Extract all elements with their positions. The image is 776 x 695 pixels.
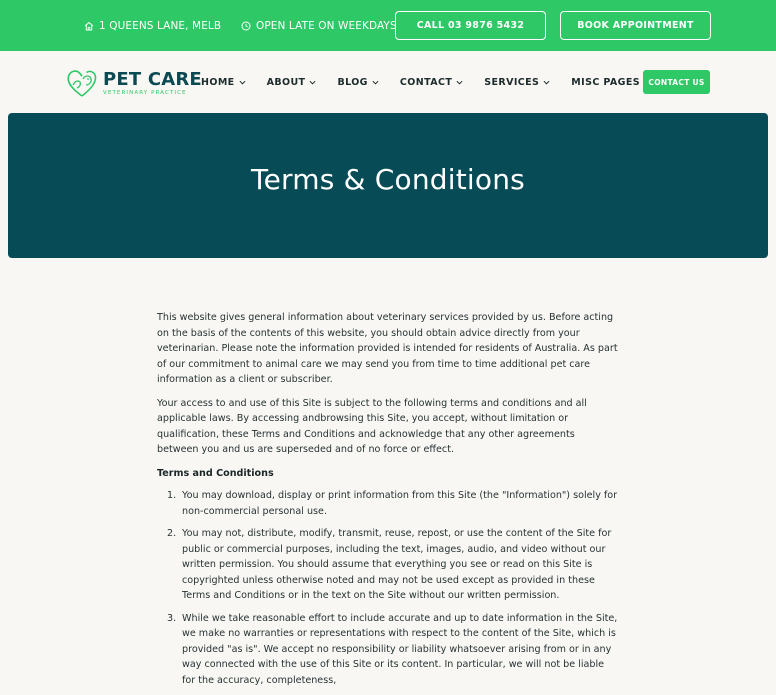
- nav-item-blog[interactable]: [337, 77, 378, 88]
- nav-item-about[interactable]: [267, 77, 317, 88]
- list-item-number: 2.: [167, 528, 177, 539]
- hours-info: [241, 0, 397, 51]
- nav-item-label: CONTACT: [399, 76, 453, 88]
- chevron-down-icon: [543, 79, 550, 86]
- list-item: [157, 488, 619, 519]
- terms-heading: Terms and Conditions: [157, 467, 274, 479]
- list-item-text: You may download, display or print information from this Site (the "Information") solely for non-commercial personal use.: [182, 490, 618, 517]
- top-bar: [0, 0, 776, 51]
- book-appointment-button[interactable]: BOOK APPOINTMENT: [560, 11, 711, 40]
- main-nav: [0, 51, 776, 113]
- home-icon: [84, 21, 94, 31]
- list-item-text: While we take reasonable effort to include accurate and up to date information in the Site, we make no warranties or representations with respect to the content of the Site, which is provided "as is". We accept no responsibility or liability whatsoever arising from or in any way connected with the use of this Site or its content. In particular, we will not be liable for the accuracy, completeness,: [182, 612, 618, 686]
- access-paragraph: Your access to and use of this Site is subject to the following terms and conditions and all applicable laws. By accessing andbrowsing this Site, you accept, without limitation or qualification, these Terms and Conditions and acknowledge that any other agreements between you and us are superseded and of no force or effect.: [157, 397, 587, 455]
- call-button[interactable]: CALL 03 9876 5432: [395, 11, 546, 40]
- chevron-down-icon: [456, 79, 463, 86]
- page-title: Terms & Conditions: [251, 163, 525, 196]
- nav-item-label: MISC PAGES: [571, 76, 640, 88]
- list-item: [157, 526, 619, 604]
- hero-banner: [8, 113, 768, 258]
- address-text: 1 QUEENS LANE, MELB: [99, 19, 222, 32]
- chevron-down-icon: [239, 79, 246, 86]
- nav-item-misc-pages[interactable]: [571, 77, 651, 88]
- hours-text: OPEN LATE ON WEEKDAYS: [256, 19, 397, 32]
- nav-menu: [201, 51, 672, 113]
- chevron-down-icon: [309, 79, 316, 86]
- nav-item-services[interactable]: [484, 77, 550, 88]
- intro-paragraph: This website gives general information about veterinary services provided by us. Before acting on the basis of the contents of this website, you should obtain advice directly from your veterinarian. Please note the information provided is intended for residents of Australia. As part of our commitment to animal care we may send you from time to time additional pet care information as a client or subscriber.: [157, 312, 618, 385]
- terms-list: [157, 488, 619, 688]
- nav-item-label: SERVICES: [484, 76, 540, 88]
- nav-item-home[interactable]: [201, 77, 246, 88]
- terms-content: [157, 310, 619, 695]
- logo[interactable]: [65, 66, 202, 100]
- contact-us-button[interactable]: CONTACT US: [643, 70, 710, 94]
- nav-item-label: ABOUT: [266, 76, 306, 88]
- list-item: [157, 611, 619, 689]
- pet-heart-logo-icon: [65, 66, 99, 100]
- address-info: [84, 0, 221, 51]
- list-item-number: 1.: [167, 490, 177, 501]
- list-item-text: You may not, distribute, modify, transmit, reuse, repost, or use the content of the Site for public or commercial purposes, including the text, images, audio, and video without our written permission. You should assume that everything you see or read on this Site is copyrighted unless otherwise noted and may not be used except as provided in these Terms and Conditions or in the text on the Site without our written permission.: [182, 528, 612, 601]
- nav-item-label: BLOG: [337, 76, 368, 88]
- nav-item-contact[interactable]: [400, 77, 463, 88]
- list-item-number: 3.: [167, 612, 177, 624]
- chevron-down-icon: [372, 79, 379, 86]
- clock-icon: [241, 21, 251, 31]
- logo-tagline: VETERINARY PRACTICE: [103, 90, 187, 96]
- logo-name: PET CARE: [103, 69, 202, 90]
- nav-item-label: HOME: [201, 76, 235, 88]
